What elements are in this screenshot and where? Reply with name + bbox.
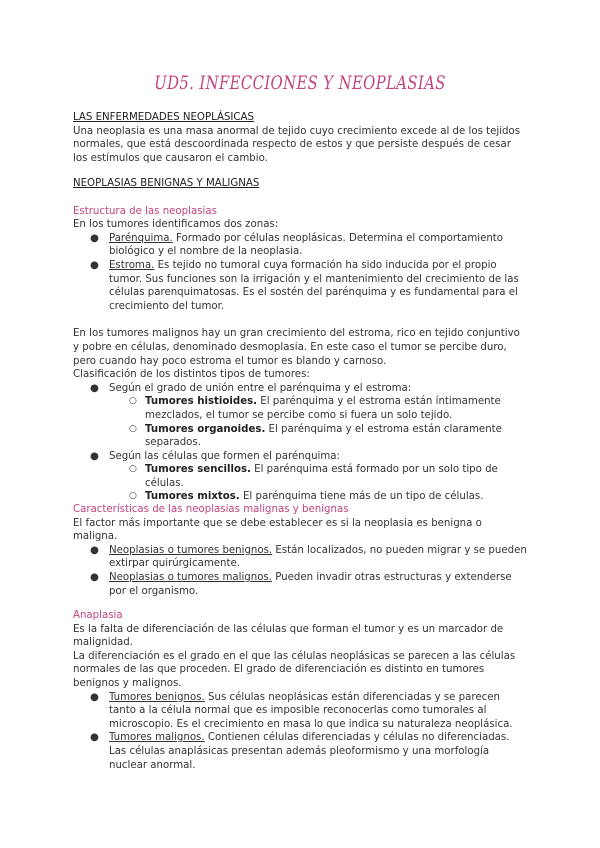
list-term: Neoplasias o tumores benignos.	[109, 544, 273, 556]
list-text: El parénquima y el estroma están íntimamente mezclados, el tumor se percibe como si fuera un solo tejido.	[145, 396, 501, 421]
section-anaplasia	[73, 609, 528, 772]
list-item	[73, 450, 528, 464]
paragraph: Clasificación de los distintos tipos de tumores:	[73, 369, 310, 381]
list-item	[73, 463, 528, 490]
bullet-icon: ●	[90, 259, 99, 271]
list-term: Tumores malignos.	[109, 732, 205, 744]
section-characteristics	[73, 503, 528, 598]
list-text: El parénquima tiene más de un tipo de células.	[239, 491, 484, 503]
list-term: Tumores histioides.	[145, 396, 258, 408]
bullet-icon: ●	[90, 450, 99, 462]
bullet-icon: ●	[90, 571, 99, 583]
list-text: Contienen células diferenciadas y células no diferenciadas. Las células anaplásicas presentan además pleoformismo y una morfología nuclear anormal.	[109, 732, 510, 771]
bullet-icon: ●	[90, 232, 99, 244]
zones-list	[73, 232, 528, 314]
paragraph: La diferenciación es el grado en el que las células neoplásicas se parecen a las células normales de las que proceden. El grado de diferenciación es distinto en tumores benignos y malignos.	[73, 650, 516, 689]
list-text: Pueden invadir otras estructuras y extenderse por el organismo.	[109, 571, 512, 597]
bullet-icon: ●	[90, 382, 99, 394]
list-item	[73, 259, 528, 313]
subsection-heading: Características de las neoplasias malignas y benignas	[73, 504, 349, 515]
circle-bullet-icon: ○	[129, 491, 137, 502]
list-text: Según las células que formen el parénquima:	[109, 450, 340, 462]
bullet-icon: ●	[90, 732, 99, 744]
list-item	[73, 571, 528, 598]
subsection-heading: Estructura de las neoplasias	[73, 205, 217, 217]
subsection-heading: Anaplasia	[73, 610, 123, 621]
characteristics-list	[73, 544, 528, 598]
list-text: Sus células neoplásicas están diferenciadas y se parecen tanto a la célula normal que es imposible reconocerlas como tumorales al microscopio. Es el crecimiento en masa lo que indica su naturaleza neoplásica.	[109, 691, 513, 730]
list-item	[73, 544, 528, 571]
classification-list	[73, 382, 528, 504]
section-heading: LAS ENFERMEDADES NEOPLÁSICAS	[73, 112, 254, 123]
list-term: Neoplasias o tumores malignos.	[109, 571, 272, 583]
list-term: Estroma.	[109, 259, 155, 271]
circle-bullet-icon: ○	[129, 396, 137, 407]
section-neoplasic-diseases	[73, 111, 528, 165]
bullet-icon: ●	[90, 691, 99, 703]
list-text: Es tejido no tumoral cuya formación ha sido inducida por el propio tumor. Sus funciones son la irrigación y el mantenimiento del crecimiento de las células parenquimatosas. Es el sostén del parénquima y es fundamental para el crecimiento del tumor.	[109, 259, 519, 312]
paragraph: Es la falta de diferenciación de las células que forman el tumor y es un marcador de malignidad.	[73, 623, 504, 649]
list-term: Tumores sencillos.	[145, 464, 251, 476]
list-item	[73, 731, 528, 772]
list-item	[73, 232, 528, 259]
circle-bullet-icon: ○	[129, 464, 137, 475]
list-item	[73, 382, 528, 396]
list-item	[73, 423, 528, 450]
list-item	[73, 691, 528, 732]
list-term: Tumores organoides.	[145, 423, 266, 435]
list-term: Tumores mixtos.	[145, 491, 240, 503]
list-term: Parénquima.	[109, 232, 173, 244]
paragraph: En los tumores malignos hay un gran crecimiento del estroma, rico en tejido conjuntivo y pobre en células, denominado desmoplasia. En este caso el tumor se percibe duro, pero cuando hay poco estroma el tumor es blando y carnoso.	[73, 328, 520, 367]
list-term: Tumores benignos.	[109, 691, 205, 703]
list-text: Están localizados, no pueden migrar y se pueden extirpar quirúrgicamente.	[109, 544, 527, 570]
section-heading: NEOPLASIAS BENIGNAS Y MALIGNAS	[73, 178, 260, 189]
anaplasia-list	[73, 691, 528, 773]
list-text: El parénquima y el estroma están claramente separados.	[145, 423, 502, 449]
list-text: Según el grado de unión entre el parénquima y el estroma:	[109, 382, 412, 394]
bullet-icon: ●	[90, 544, 99, 556]
paragraph: Una neoplasia es una masa anormal de tejido cuyo crecimiento excede al de los tejidos normales, que está descoordinada respecto de estos y que persiste después de cesar los estímulos que causaron el cambio.	[73, 125, 521, 164]
list-text: Formado por células neoplásicas. Determina el comportamiento biológico y el nombre de la neoplasia.	[109, 232, 504, 258]
paragraph: En los tumores identificamos dos zonas:	[73, 219, 279, 231]
list-item	[73, 395, 528, 422]
circle-bullet-icon: ○	[129, 423, 137, 434]
paragraph: El factor más importante que se debe establecer es si la neoplasia es benigna o maligna.	[73, 517, 482, 543]
section-benign-malignant	[73, 177, 528, 504]
page-title: UD5. INFECCIONES Y NEOPLASIAS	[154, 72, 446, 94]
list-text: El parénquima está formado por un solo tipo de células.	[145, 464, 498, 489]
